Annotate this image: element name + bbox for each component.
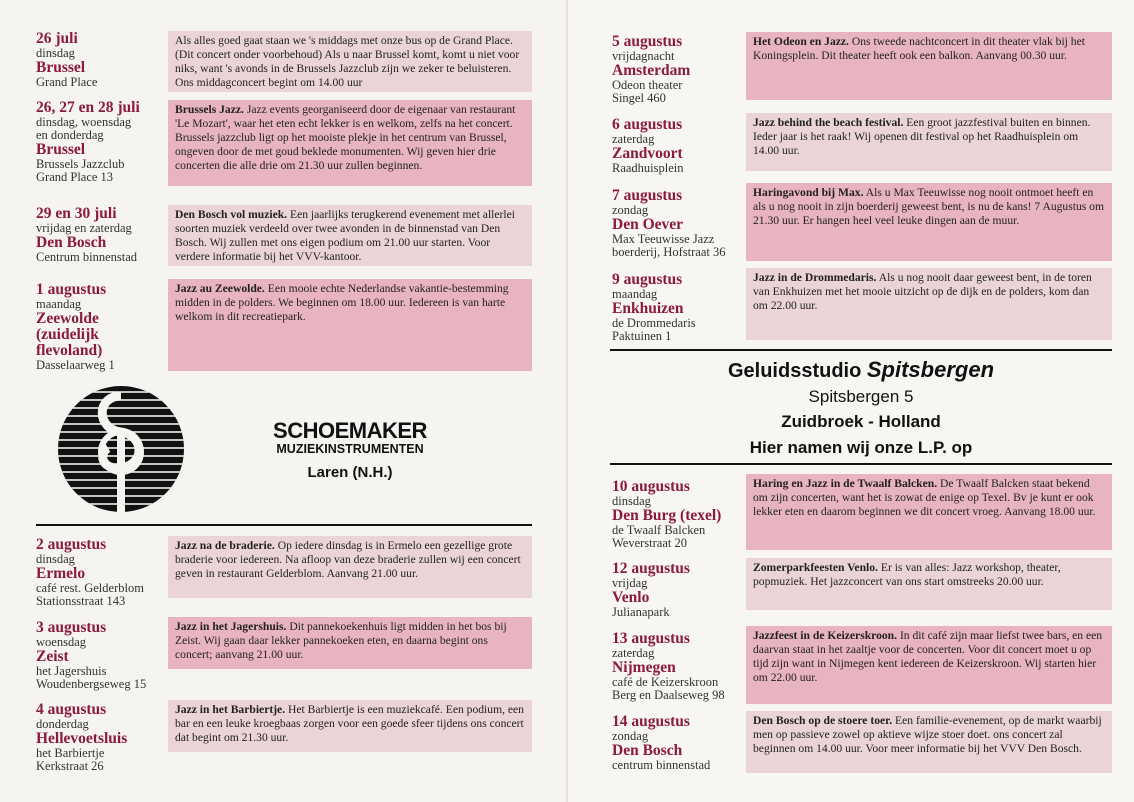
event-place: Woudenbergseweg 15 [36, 677, 147, 691]
event-title: Zomerparkfeesten Venlo. [753, 561, 878, 574]
event-place: centrum binnenstad [612, 758, 711, 772]
event-date: 3 augustus [36, 619, 107, 636]
event-city: Zeewolde (zuidelijk flevoland) [36, 310, 103, 359]
event-day: woensdag [36, 635, 86, 649]
event-date: 1 augustus [36, 281, 107, 298]
event-city: Hellevoetsluis [36, 730, 128, 747]
event-day: zondag [612, 203, 649, 217]
event-description [168, 700, 532, 752]
event-date: 7 augustus [612, 187, 683, 204]
event-place: Brussels Jazzclub [36, 157, 125, 171]
event-text: Een familie-evenement, op de markt waarbij men op passieve zowel op aktieve wijze stoer doet. ons concert zal beginnen om 14.00 uur. Voor meer informatie bij het VVV Den Bosch. [753, 714, 1102, 755]
event-date: 29 en 30 juli [36, 205, 117, 222]
event-place: het Jagershuis [36, 664, 107, 678]
event-text: Een groot jazzfestival buiten en binnen. Ieder jaar is het raak! Wij openen dit festival op het Raadhuisplein om 14.00 uur. [753, 116, 1091, 157]
event-text: Als u Max Teeuwisse nog nooit ontmoet heeft en als u nog nooit in zijn boerderij geweest bent, is nu de kans! 7 Augustus om 21.30 uur. Er hangen heel veel leuke dingen aan de muur. [753, 186, 1104, 227]
event-description [746, 268, 1112, 340]
event-text: Een jaarlijks terugkerend evenement met allerlei soorten muziek verdeeld over twee avonden in de binnenstad van Den Bosch. Wij zullen met ons eigen podium om 21.00 uur starten. Voor verdere informatie bij het VVV-kantoor. [175, 208, 515, 263]
event-title: Den Bosch op de stoere toer. [753, 714, 893, 727]
event-place: café de Keizerskroon [612, 675, 719, 689]
event-place: Paktuinen 1 [612, 329, 672, 343]
event-text: Jazz events georganiseerd door de eigenaar van restaurant 'Le Mozart', waar het eten echt lekker is en welkom, zelfs na het concert. Brussels jazzclub ligt op het mooiste plekje in het centrum van Brussel, ongeven door de met goud beklede monumenten. Wij geven hier drie concerten die alle drie om 21.30 uur zullen beginnen. [175, 103, 516, 172]
event-place: Odeon theater [612, 78, 683, 92]
studio-city: Zuidbroek - Holland [781, 412, 941, 431]
event-text: Ons tweede nachtconcert in dit theater vlak bij het Koningsplein. Dit theater heeft ook een balkon. Aanvang 00.30 uur. [753, 35, 1085, 62]
event-place: Stationsstraat 143 [36, 594, 126, 608]
studio-title [610, 357, 1112, 384]
event-day: donderdag [36, 717, 89, 731]
event-place: Kerkstraat 26 [36, 759, 104, 773]
event-date-block [36, 702, 166, 773]
event-day: vrijdag en zaterdag [36, 221, 132, 235]
page-fold [566, 0, 568, 802]
event-date-block [36, 206, 166, 264]
event-place: de Twaalf Balcken [612, 523, 706, 537]
event-place: Dasselaarweg 1 [36, 358, 115, 372]
event-text: De Twaalf Balcken staat bekend om zijn concerten, want het is zowat de enige op Texel. Bv je kunt er ook lekker eten en daarom beginnen we dit concert vroeg. Aanvang 18.00 uur. [753, 477, 1096, 518]
event-description [746, 474, 1112, 550]
event-day: dinsdag, woensdag en donderdag [36, 115, 132, 142]
divider [36, 524, 532, 526]
event-date-block [36, 282, 154, 372]
event-place: Centrum binnenstad [36, 250, 138, 264]
event-day: maandag [612, 287, 658, 301]
event-date: 14 augustus [612, 713, 690, 730]
divider [610, 463, 1112, 465]
event-day: vrijdagnacht [612, 49, 675, 63]
event-description [746, 32, 1112, 100]
event-city: Amsterdam [612, 62, 691, 79]
event-description [168, 536, 532, 598]
event-date-block [612, 714, 742, 772]
event-description [746, 711, 1112, 773]
event-date-block [36, 100, 166, 184]
event-description [168, 100, 532, 186]
divider [610, 349, 1112, 351]
event-date-block [612, 117, 742, 175]
event-place: Grand Place [36, 75, 98, 89]
event-place: Julianapark [612, 605, 670, 619]
studio-block [610, 357, 1112, 462]
event-place: de Drommedaris [612, 316, 696, 330]
event-day: zondag [612, 729, 649, 743]
event-description [746, 113, 1112, 171]
event-place: Grand Place 13 [36, 170, 114, 184]
event-city: Nijmegen [612, 659, 676, 676]
event-description [746, 183, 1112, 261]
ad-name: SCHOEMAKER [273, 418, 427, 443]
event-text: Er is van alles: Jazz workshop, theater, popmuziek. Het jazzconcert van ons start omstreeks 20.00 uur. [753, 561, 1061, 588]
event-description [746, 558, 1112, 610]
event-place: Raadhuisplein [612, 161, 684, 175]
event-title: Haring en Jazz in de Twaalf Balcken. [753, 477, 938, 490]
event-text: Het Barbiertje is een muziekcafé. Een podium, een bar en een leuke kroegbaas zorgen voor een goede sfeer tijdens ons concert dat begint om 21.30 uur. [175, 703, 524, 744]
studio-address: Spitsbergen 5 [808, 387, 914, 406]
event-day: zaterdag [612, 646, 655, 660]
event-day: dinsdag [612, 494, 651, 508]
event-city: Venlo [612, 589, 650, 606]
event-title: Jazzfeest in de Keizerskroon. [753, 629, 898, 642]
ad-brand [262, 420, 438, 481]
event-day: dinsdag [36, 552, 75, 566]
event-date-block [612, 631, 742, 702]
event-city: Zeist [36, 648, 69, 665]
event-day: vrijdag [612, 576, 648, 590]
event-date-block [612, 272, 742, 343]
event-text: In dit café zijn maar liefst twee bars, en een daarvan staat in het zaaltje voor de concerten. Voor dit concert moet u op tijd zijn want in Nijmegen kent iedereen de Keizerskroon. Wij starten hier om 22.00 uur. [753, 629, 1103, 684]
event-title: Brussels Jazz. [175, 103, 244, 116]
event-date: 12 augustus [612, 560, 690, 577]
event-city: Den Bosch [612, 742, 683, 759]
event-title: Jazz in het Jagershuis. [175, 620, 287, 633]
event-date-block [36, 31, 166, 89]
event-place: Weverstraat 20 [612, 536, 687, 550]
studio-name: Spitsbergen [866, 357, 995, 382]
event-text: Een mooie echte Nederlandse vakantie-bestemming midden in de polders. We beginnen om 18.00 uur. Iedereen is van harte welkom in dit recreatiepark. [175, 282, 509, 323]
event-title: Jazz au Zeewolde. [175, 282, 265, 295]
event-title: Den Bosch vol muziek. [175, 208, 288, 221]
event-date: 26 juli [36, 30, 78, 47]
event-date-block [612, 561, 742, 619]
event-date: 13 augustus [612, 630, 690, 647]
event-date: 10 augustus [612, 478, 690, 495]
event-city: Den Bosch [36, 234, 107, 251]
event-title: Jazz in de Drommedaris. [753, 271, 877, 284]
event-day: zaterdag [612, 132, 655, 146]
event-date: 2 augustus [36, 536, 107, 553]
event-day: dinsdag [36, 46, 75, 60]
event-date: 6 augustus [612, 116, 683, 133]
studio-note: Hier namen wij onze L.P. op [749, 438, 973, 457]
event-city: Enkhuizen [612, 300, 684, 317]
event-date-block [36, 620, 166, 691]
event-city: Brussel [36, 141, 86, 158]
event-place: café rest. Gelderblom [36, 581, 144, 595]
event-title: Jazz behind the beach festival. [753, 116, 904, 129]
event-description [746, 626, 1112, 704]
event-date-block [612, 188, 742, 259]
event-date-block [36, 537, 166, 608]
event-city: Zandvoort [612, 145, 683, 162]
event-place: Max Teeuwisse Jazz [612, 232, 715, 246]
event-date: 5 augustus [612, 33, 683, 50]
event-text: Dit pannekoekenhuis ligt midden in het bos bij Zeist. Wij gaan daar lekker pannekoeken eten, en daarna begint ons concert; aanvang 21.00 uur. [175, 620, 507, 661]
event-description [168, 31, 532, 92]
event-day: maandag [36, 297, 82, 311]
event-text: Op iedere dinsdag is in Ermelo een gezellige grote braderie voor iedereen. Na afloop van deze braderie zullen wij een concert geven in restaurant Gelderblom. Aanvang 21.00 uur. [175, 539, 521, 580]
event-city: Den Oever [612, 216, 684, 233]
event-description [168, 279, 532, 371]
event-text: Als u nog nooit daar geweest bent, in de toren van Enkhuizen met het mooie uitzicht op de dijk en de polders, kom dan om 22.00 uur. [753, 271, 1092, 312]
studio-label: Geluidsstudio [727, 360, 862, 382]
event-description [168, 205, 532, 266]
event-city: Ermelo [36, 565, 86, 582]
event-date-block [612, 34, 742, 105]
event-title: Haringavond bij Max. [753, 186, 864, 199]
ad-location: Laren (N.H.) [307, 464, 393, 481]
event-text: Als alles goed gaat staan we 's middags met onze bus op de Grand Place. (Dit concert onder voorbehoud) Als u naar Brussel komt, komt u niet voor niks, want 's avonds in de Brussels Jazzclub zijn we zeker te beluisteren. Ons middagconcert begint om 14.00 uur [175, 34, 520, 89]
event-date: 26, 27 en 28 juli [36, 99, 140, 116]
event-title: Jazz in het Barbiertje. [175, 703, 286, 716]
treble-clef-logo-icon [56, 384, 186, 519]
event-description [168, 617, 532, 669]
event-place: Singel 460 [612, 91, 666, 105]
event-city: Brussel [36, 59, 86, 76]
event-place: Berg en Daalseweg 98 [612, 688, 725, 702]
event-date-block [612, 479, 742, 550]
event-title: Jazz na de braderie. [175, 539, 275, 552]
ad-subtitle: MUZIEKINSTRUMENTEN [276, 442, 424, 456]
event-place: het Barbiertje [36, 746, 105, 760]
event-date: 9 augustus [612, 271, 683, 288]
event-date: 4 augustus [36, 701, 107, 718]
event-city: Den Burg (texel) [612, 507, 722, 524]
event-title: Het Odeon en Jazz. [753, 35, 849, 48]
event-place: boerderij, Hofstraat 36 [612, 245, 726, 259]
